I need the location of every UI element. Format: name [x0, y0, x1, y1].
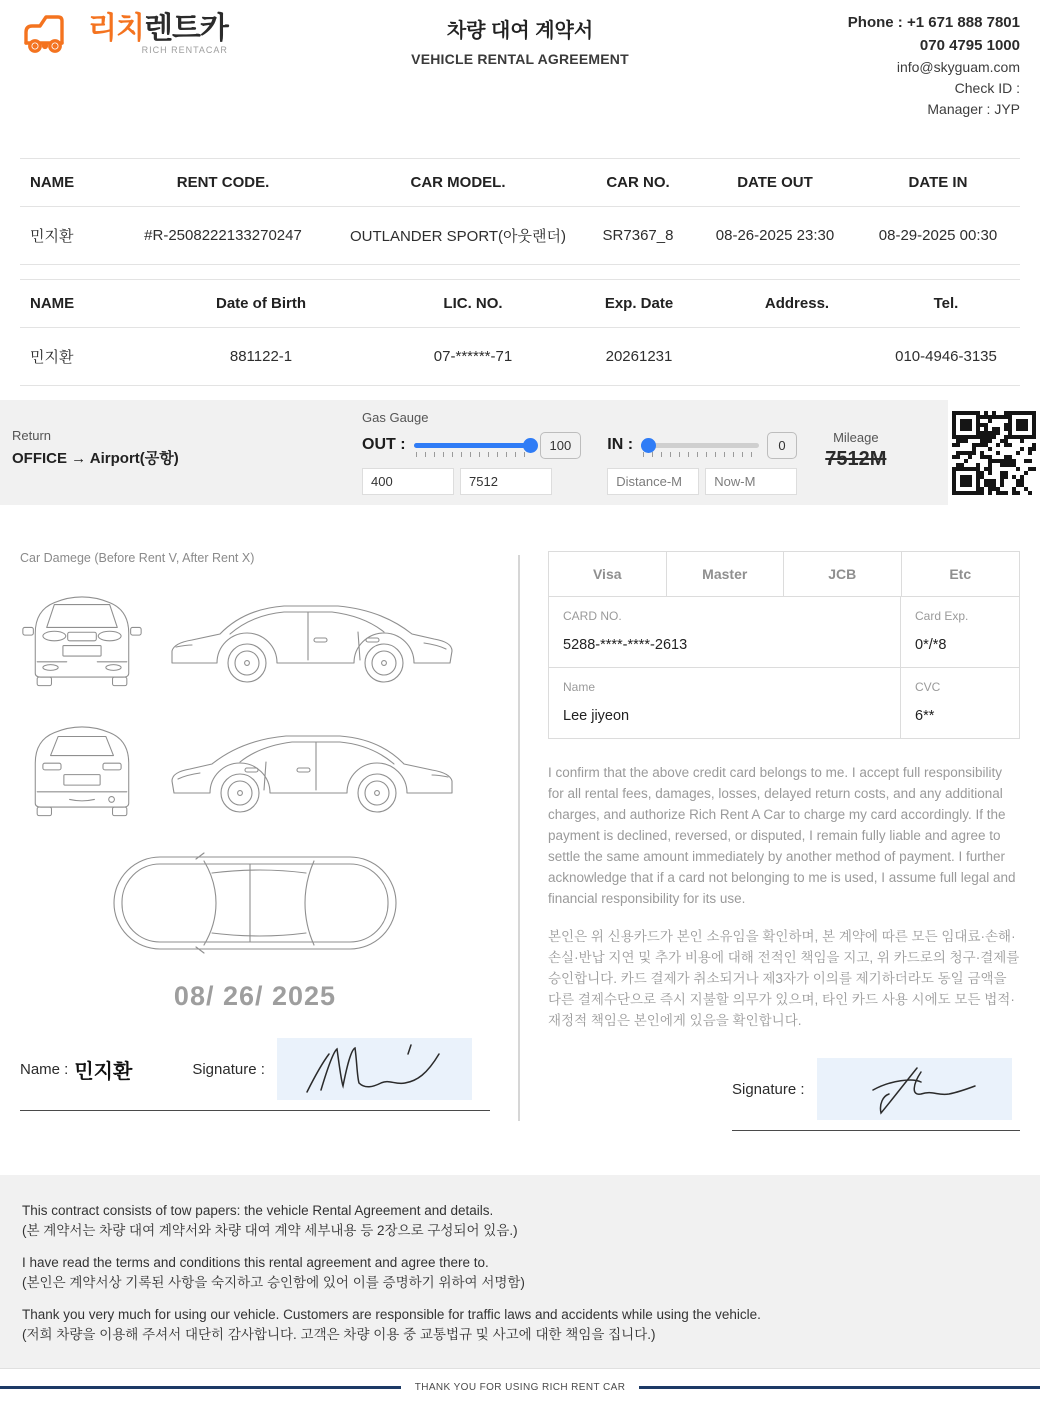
in-gauge-slider[interactable] — [641, 443, 759, 448]
col-header-name: NAME — [30, 174, 75, 191]
check-id: Check ID : — [954, 80, 1020, 96]
driver-dob: 881122-1 — [229, 348, 293, 365]
driver-info-table — [20, 279, 1020, 386]
in-slider-ticks — [643, 452, 757, 457]
out-distance-field[interactable] — [362, 468, 454, 495]
in-label: IN : — [607, 436, 634, 453]
card-brand-row — [549, 552, 1019, 597]
card-signature-row — [732, 1058, 1020, 1131]
driver-table-header-row — [20, 280, 1020, 328]
card-holder-row — [549, 668, 1019, 738]
rental-table-header-row — [20, 159, 1020, 207]
col-header-car-model: CAR MODEL. — [410, 174, 506, 191]
col-header-lic-no: LIC. NO. — [443, 295, 503, 312]
card-number-row — [549, 597, 1019, 668]
car-model: OUTLANDER SPORT(아웃랜더) — [349, 228, 567, 245]
phone-primary: Phone : +1 671 888 7801 — [847, 14, 1020, 31]
brand-master[interactable]: Master — [667, 552, 785, 597]
card-table — [548, 551, 1020, 739]
renter-name-label: Name : — [20, 1060, 69, 1078]
phone-secondary: 070 4795 1000 — [919, 36, 1020, 54]
brand-etc[interactable]: Etc — [902, 552, 1020, 597]
note-pair-3 — [22, 1305, 1018, 1344]
out-slider-ticks — [416, 452, 530, 457]
renter-signature-row — [20, 1038, 490, 1111]
col-header-car-no: CAR NO. — [606, 174, 670, 191]
bottom-strip — [0, 1368, 1040, 1401]
card-holder-value: Lee jiyeon — [563, 708, 630, 724]
page-title-korean: 차량 대여 계약서 — [446, 20, 594, 42]
mileage-value: 7512M — [825, 448, 887, 470]
rental-table-row — [20, 207, 1020, 265]
car-damage-section — [20, 551, 490, 1131]
col-header-address: Address. — [764, 295, 830, 312]
card-exp-value: 0*/*8 — [915, 637, 947, 653]
logo-car-icon — [20, 10, 82, 58]
note-2-korean: (본인은 계약서상 기록된 사항을 숙지하고 승인함에 있어 이를 증명하기 위하여 서명함) — [22, 1274, 525, 1290]
page-title-english: VEHICLE RENTAL AGREEMENT — [411, 51, 629, 67]
gas-gauge-block — [362, 410, 797, 495]
contact-info — [690, 10, 1020, 120]
gauge-out-column — [362, 410, 581, 495]
note-1-english: This contract consists of tow papers: the vehicle Rental Agreement and details. — [22, 1203, 494, 1219]
manager: Manager : JYP — [927, 101, 1020, 117]
note-pair-2 — [22, 1253, 1018, 1292]
document-title-block — [350, 10, 690, 67]
footer-left-rule — [0, 1386, 401, 1389]
renter-signature-label: Signature : — [192, 1060, 265, 1078]
card-no-value: 5288-****-****-2613 — [563, 637, 688, 653]
return-label: Return — [12, 428, 52, 443]
card-signature-label: Signature : — [732, 1080, 805, 1098]
rental-info-table — [20, 158, 1020, 265]
card-confirmation-korean: 본인은 위 신용카드가 본인 소유임을 확인하며, 본 계약에 따른 모든 임대료·손해·손실·반납 지연 및 추가 비용에 대해 전적인 책임을 지고, 위 카드로의 청구·결제를 승인합니다. 카드 결제가 취소되거나 제3자가 이의를 제기하더라도 동일 금액을 다른 결제수단으로 즉시 지불할 의무가 있으며, 타인 카드 사용 시에도 모든 법적·재정적 책임은 본인에게 있음을 확인합니다. — [548, 929, 1020, 1029]
driver-name: 민지환 — [30, 349, 74, 366]
card-exp-label: Card Exp. — [915, 609, 969, 623]
card-holder-label: Name — [563, 680, 596, 694]
col-header-date-out: DATE OUT — [737, 174, 813, 191]
in-slider-thumb[interactable] — [641, 438, 656, 453]
qr-code — [948, 400, 1040, 505]
card-signature-pad[interactable] — [817, 1058, 1012, 1120]
car-front-view-diagram[interactable] — [20, 583, 144, 691]
mileage-label: Mileage — [833, 430, 879, 445]
col-header-driver-name: NAME — [30, 295, 75, 312]
logo-subtitle: RICH RENTACAR — [141, 45, 228, 55]
out-gauge-slider[interactable] — [414, 443, 532, 448]
renter-signature-pad[interactable] — [277, 1038, 472, 1100]
gauge-band-row — [0, 400, 1040, 505]
col-header-date-in: DATE IN — [908, 174, 968, 191]
card-confirmation-english: I confirm that the above credit card belongs to me. I accept full responsibility for all rental fees, damages, losses, delayed return costs, and any additional charges, and authorize Rich Rent A Car to charge my card accordingly. If the payment is declined, reversed, or disputed, I remain fully liable and agree to settle the same amount immediately by another method of payment. I further acknowledge that if a card not belonging to me is used, I assume full legal and financial responsibility for its use. — [548, 765, 1016, 906]
col-header-tel: Tel. — [933, 295, 959, 312]
logo-wordmark — [88, 14, 228, 44]
note-2-english: I have read the terms and conditions this rental agreement and agree there to. — [22, 1255, 489, 1271]
car-damage-title: Car Damege (Before Rent V, After Rent X) — [20, 551, 255, 565]
renter-name-value: 민지환 — [74, 1060, 133, 1083]
logo-korean-black: 렌트카 — [143, 12, 228, 45]
car-left-side-view-diagram[interactable] — [162, 585, 462, 689]
contract-notes — [0, 1175, 1040, 1368]
gas-gauge-label: Gas Gauge — [362, 410, 429, 425]
out-gauge-value[interactable]: 100 — [540, 432, 582, 459]
driver-lic-no: 07-******-71 — [433, 348, 513, 365]
out-label: OUT : — [362, 436, 406, 453]
col-header-rent-code: RENT CODE. — [176, 174, 270, 191]
car-right-side-view-diagram[interactable] — [162, 715, 462, 819]
in-mileage-field[interactable] — [705, 468, 797, 495]
in-gauge-value[interactable]: 0 — [767, 432, 797, 459]
email: info@skyguam.com — [896, 59, 1020, 75]
car-no: SR7367_8 — [602, 227, 674, 244]
cvc-value: 6** — [915, 708, 935, 724]
driver-tel: 010-4946-3135 — [895, 348, 997, 365]
rent-code: #R-2508222133270247 — [144, 227, 302, 244]
car-rear-view-diagram[interactable] — [20, 713, 144, 821]
gauge-band — [0, 400, 948, 505]
logo-korean-orange: 리치 — [88, 12, 144, 45]
note-pair-1 — [22, 1201, 1018, 1240]
note-3-english: Thank you very much for using our vehicle. Customers are responsible for traffic laws and accidents while using the vehicle. — [22, 1307, 761, 1323]
car-top-view-diagram[interactable] — [100, 843, 410, 963]
in-distance-field[interactable] — [607, 468, 699, 495]
footer-thanks-text: THANK YOU FOR USING RICH RENT CAR — [414, 1382, 626, 1394]
brand-visa[interactable]: Visa — [549, 552, 667, 597]
mileage-block — [807, 410, 886, 495]
col-header-dob: Date of Birth — [216, 295, 306, 312]
driver-exp-date: 20261231 — [605, 348, 673, 365]
return-route: OFFICE → Airport(공항) — [12, 450, 179, 467]
agreement-date: 08/ 26/ 2025 — [173, 981, 337, 1011]
note-3-korean: (저희 차량을 이용해 주셔서 대단히 감사합니다. 고객은 차량 이용 중 교통법규 및 사고에 대한 책임을 집니다.) — [22, 1326, 656, 1342]
car-damage-diagrams[interactable] — [20, 583, 490, 963]
credit-card-section — [548, 551, 1020, 1131]
footer-right-rule — [639, 1386, 1040, 1389]
gauge-in-column — [607, 410, 797, 495]
driver-table-row — [20, 328, 1020, 386]
cvc-label: CVC — [915, 680, 941, 694]
note-1-korean: (본 계약서는 차량 대여 계약서와 차량 대여 계약 세부내용 등 2장으로 구성되어 있음.) — [22, 1222, 518, 1238]
header — [0, 0, 1040, 120]
return-block — [12, 410, 352, 495]
out-slider-thumb[interactable] — [523, 438, 538, 453]
column-divider — [518, 555, 520, 1121]
out-mileage-field[interactable] — [460, 468, 552, 495]
col-header-exp-date: Exp. Date — [604, 295, 674, 312]
main-columns — [20, 551, 1020, 1131]
driver-address — [722, 339, 872, 375]
brand-jcb[interactable]: JCB — [784, 552, 902, 597]
date-in: 08-29-2025 00:30 — [878, 227, 998, 244]
company-logo — [20, 10, 350, 58]
renter-name: 민지환 — [30, 228, 74, 245]
date-out: 08-26-2025 23:30 — [715, 227, 835, 244]
card-no-label: CARD NO. — [563, 609, 622, 623]
